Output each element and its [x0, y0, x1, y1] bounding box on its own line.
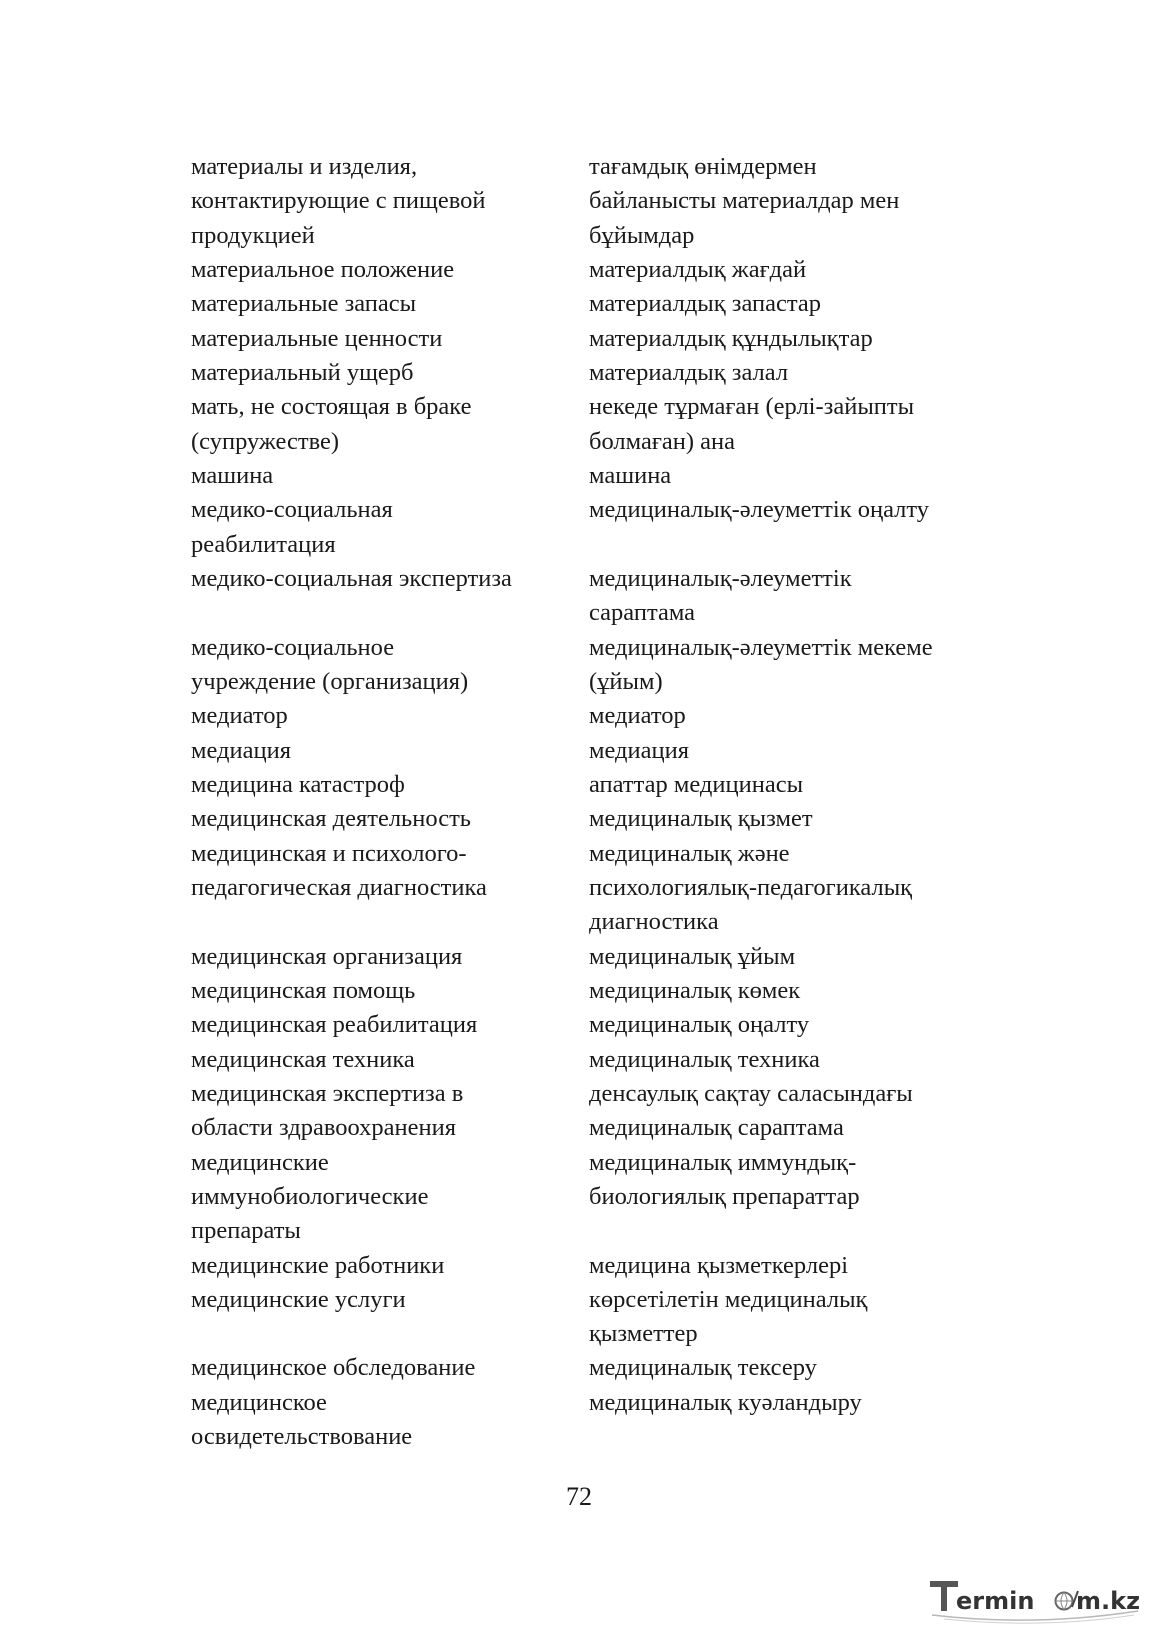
- kazakh-term: медициналық-әлеуметтік мекеме: [589, 633, 933, 661]
- glossary-line: [0, 631, 1158, 665]
- russian-term: медицинское обследование: [191, 1354, 476, 1382]
- kazakh-term: медициналық-әлеуметтік оңалту: [589, 496, 930, 524]
- kazakh-term: материалдық құндылықтар: [589, 324, 873, 352]
- termincom-logo-icon: [924, 1571, 1144, 1627]
- russian-term: материальные ценности: [191, 324, 443, 352]
- glossary-line: [0, 1214, 1158, 1248]
- russian-term: медицинское: [191, 1388, 327, 1416]
- kazakh-term: медициналық ұйым: [589, 942, 796, 970]
- glossary-line: [0, 425, 1158, 459]
- russian-term: материальные запасы: [191, 290, 417, 318]
- glossary-line: [0, 1351, 1158, 1385]
- glossary-line: [0, 219, 1158, 253]
- russian-term: учреждение (организация): [191, 667, 469, 695]
- kazakh-term: диагностика: [589, 908, 719, 936]
- russian-term: материалы и изделия,: [191, 153, 418, 180]
- glossary-line: [0, 562, 1158, 596]
- glossary-line: [0, 184, 1158, 218]
- kazakh-term: медициналық көмек: [589, 976, 801, 1004]
- glossary-line: [0, 1043, 1158, 1077]
- russian-term: медиация: [191, 736, 291, 764]
- glossary-line: [0, 768, 1158, 802]
- russian-term: машина: [191, 461, 274, 489]
- page-number: 72: [566, 1482, 592, 1511]
- glossary-line: [0, 459, 1158, 493]
- russian-term: мать, не состоящая в браке: [191, 393, 472, 421]
- kazakh-term: медициналық тексеру: [589, 1354, 817, 1382]
- russian-term: медиатор: [191, 702, 288, 730]
- kazakh-term: медициналық және: [589, 839, 790, 867]
- kazakh-term: тағамдық өнімдермен: [589, 153, 817, 180]
- glossary-line: [0, 699, 1158, 733]
- russian-term: медицина катастроф: [191, 770, 405, 798]
- kazakh-term: медиация: [589, 736, 689, 764]
- kazakh-term: биологиялық препараттар: [589, 1182, 860, 1210]
- glossary-line: [0, 287, 1158, 321]
- kazakh-term: материалдық жағдай: [589, 255, 807, 283]
- kazakh-term: көрсетілетін медициналық: [589, 1285, 868, 1313]
- kazakh-term: медициналық оңалту: [589, 1011, 810, 1039]
- russian-term: иммунобиологические: [191, 1182, 429, 1210]
- kazakh-term: медициналық сараптама: [589, 1114, 844, 1142]
- glossary-entries: [0, 150, 1158, 1454]
- kazakh-term: қызметтер: [589, 1320, 698, 1348]
- glossary-line: [0, 1077, 1158, 1111]
- kazakh-term: бұйымдар: [589, 221, 695, 249]
- russian-term: медико-социальное: [191, 633, 395, 661]
- russian-term: медицинская и психолого-: [191, 839, 467, 867]
- russian-term: реабилитация: [191, 530, 336, 558]
- russian-term: медицинские работники: [191, 1251, 445, 1279]
- svg-text:m.kz: m.kz: [1076, 1587, 1141, 1615]
- russian-term: материальное положение: [191, 255, 455, 283]
- russian-term: освидетельствование: [191, 1423, 413, 1451]
- glossary-line: [0, 1008, 1158, 1042]
- kazakh-term: (ұйым): [589, 667, 663, 695]
- kazakh-term: байланысты материалдар мен: [589, 187, 900, 215]
- kazakh-term: сараптама: [589, 599, 696, 627]
- kazakh-term: медициналық қызмет: [589, 805, 813, 833]
- kazakh-term: медициналық иммундық-: [589, 1148, 857, 1176]
- svg-text:ermin: ermin: [956, 1587, 1035, 1615]
- russian-term: материальный ущерб: [191, 358, 414, 386]
- russian-term: педагогическая диагностика: [191, 873, 487, 901]
- kazakh-term: психологиялық-педагогикалық: [589, 873, 913, 901]
- kazakh-term: медицина қызметкерлері: [589, 1251, 848, 1279]
- russian-term: медицинские: [191, 1148, 329, 1176]
- glossary-line: [0, 1146, 1158, 1180]
- glossary-line: [0, 150, 1158, 184]
- glossary-line: [0, 1111, 1158, 1145]
- glossary-line: [0, 837, 1158, 871]
- russian-term: медико-социальная: [191, 496, 393, 524]
- russian-term: медико-социальная экспертиза: [191, 564, 512, 592]
- russian-term: медицинская организация: [191, 942, 463, 970]
- glossary-line: [0, 802, 1158, 836]
- kazakh-term: машина: [589, 461, 672, 489]
- glossary-line: [0, 734, 1158, 768]
- glossary-line: [0, 1180, 1158, 1214]
- glossary-line: [0, 596, 1158, 630]
- russian-term: продукцией: [191, 221, 315, 249]
- glossary-line: [0, 665, 1158, 699]
- kazakh-term: медициналық куәландыру: [589, 1388, 862, 1416]
- glossary-line: [0, 1317, 1158, 1351]
- glossary-line: [0, 253, 1158, 287]
- glossary-line: [0, 1283, 1158, 1317]
- kazakh-term: апаттар медицинасы: [589, 770, 804, 798]
- glossary-line: [0, 493, 1158, 527]
- russian-term: медицинская реабилитация: [191, 1011, 478, 1039]
- glossary-line: [0, 390, 1158, 424]
- glossary-line: [0, 356, 1158, 390]
- kazakh-term: медициналық техника: [589, 1045, 820, 1073]
- russian-term: медицинская техника: [191, 1045, 415, 1073]
- kazakh-term: денсаулық сақтау саласындағы: [589, 1079, 913, 1107]
- russian-term: медицинская деятельность: [191, 805, 471, 833]
- kazakh-term: медиатор: [589, 702, 686, 730]
- glossary-line: [0, 322, 1158, 356]
- glossary-line: [0, 940, 1158, 974]
- glossary-line: [0, 1386, 1158, 1420]
- glossary-line: [0, 974, 1158, 1008]
- glossary-line: [0, 1249, 1158, 1283]
- russian-term: контактирующие с пищевой: [191, 187, 486, 215]
- kazakh-term: медициналық-әлеуметтік: [589, 564, 852, 592]
- glossary-line: [0, 905, 1158, 939]
- glossary-line: [0, 1420, 1158, 1454]
- russian-term: медицинские услуги: [191, 1285, 406, 1313]
- kazakh-term: материалдық запастар: [589, 290, 822, 318]
- russian-term: области здравоохранения: [191, 1114, 456, 1142]
- glossary-line: [0, 528, 1158, 562]
- russian-term: медицинская экспертиза в: [191, 1079, 464, 1107]
- kazakh-term: болмаған) ана: [589, 427, 736, 455]
- russian-term: препараты: [191, 1217, 301, 1245]
- russian-term: (супружестве): [191, 427, 340, 455]
- kazakh-term: некеде тұрмаған (ерлі-зайыпты: [589, 393, 915, 421]
- kazakh-term: материалдық залал: [589, 358, 789, 386]
- russian-term: медицинская помощь: [191, 976, 416, 1004]
- glossary-line: [0, 871, 1158, 905]
